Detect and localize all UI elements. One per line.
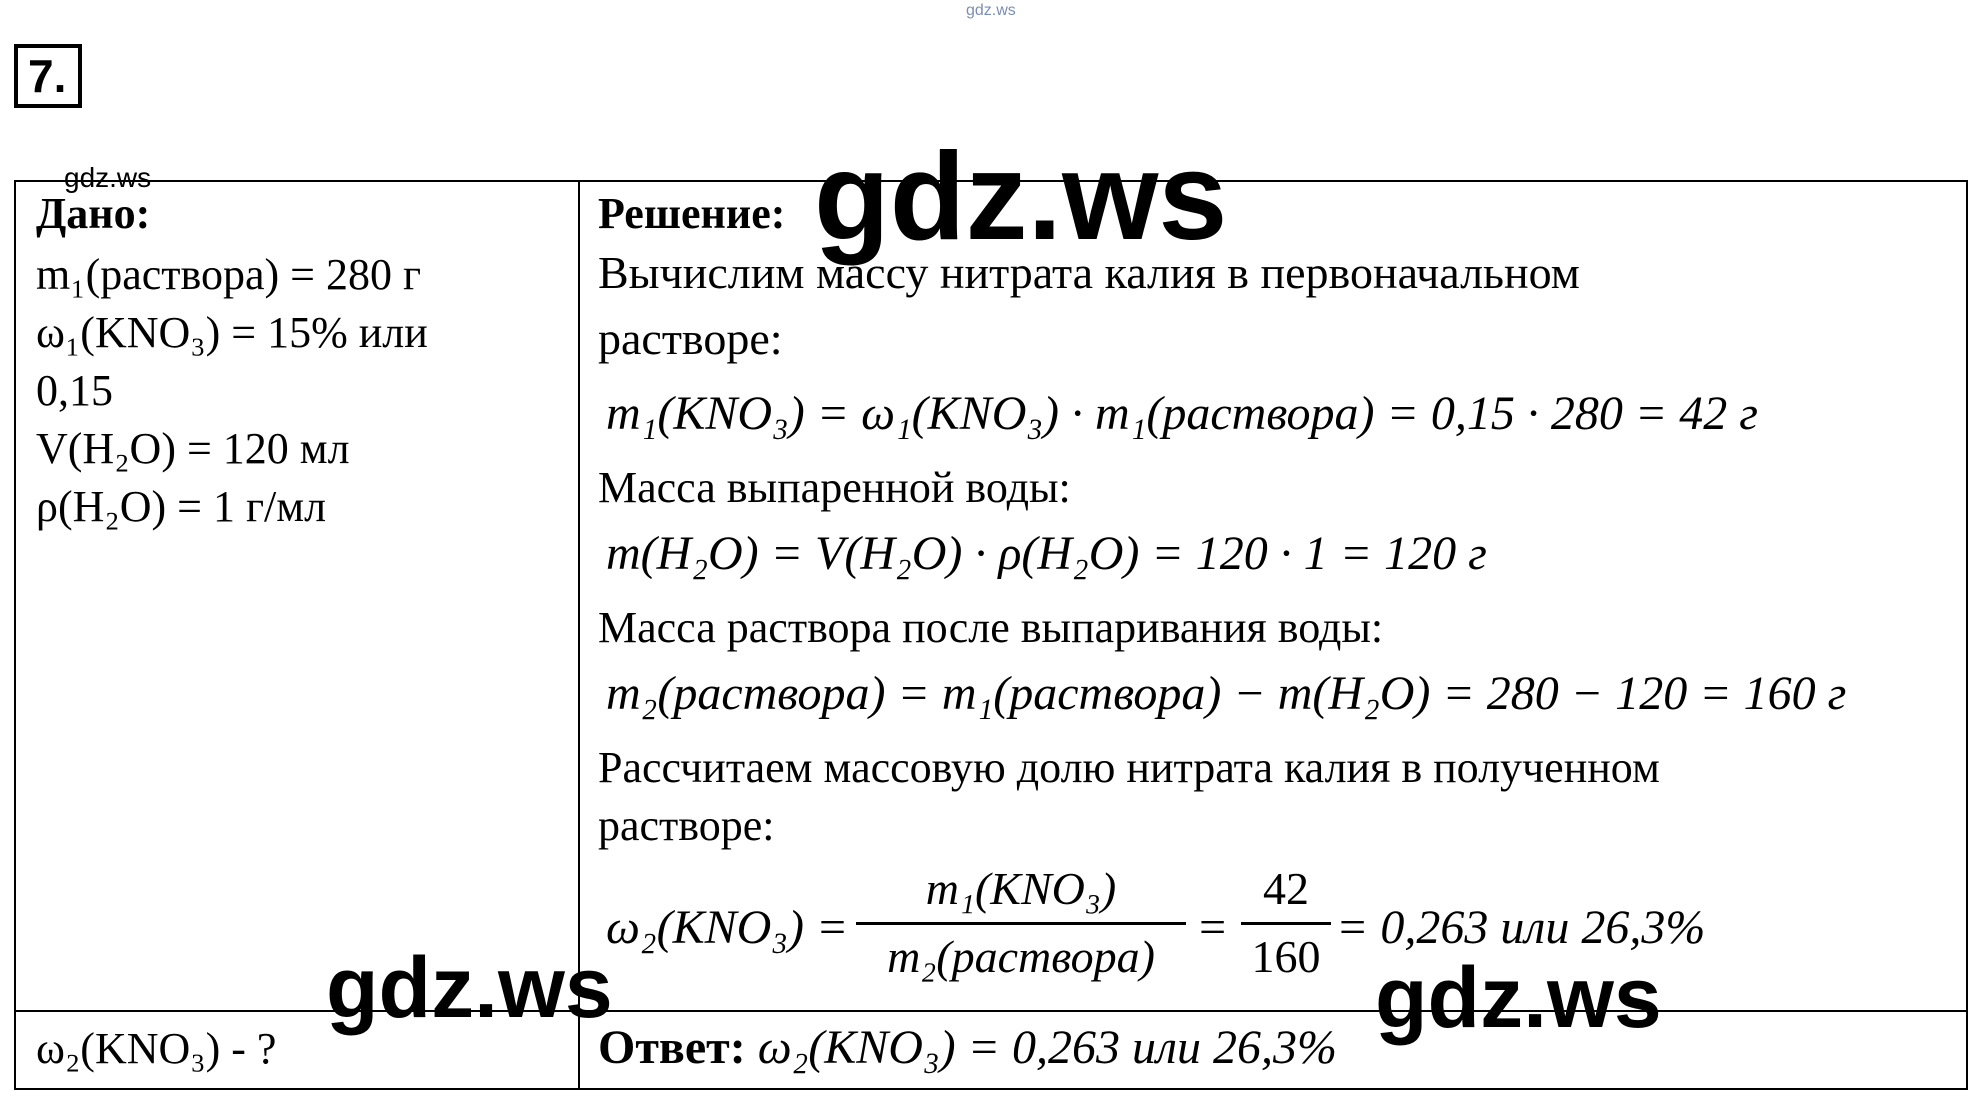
solution-text: Рассчитаем массовую долю нитрата калия в полученном	[598, 743, 1660, 792]
answer-equation: ω₂(KNO₃) = 0,263 или 26,3%	[757, 1021, 1337, 1074]
find-value: ω₂(KNO₃) - ?	[36, 1024, 277, 1073]
fraction-numerator: m₁(KNO₃)	[925, 863, 1117, 914]
answer	[598, 1020, 1337, 1075]
given-line: 0,15	[36, 366, 113, 415]
solution-title: Решение:	[598, 189, 786, 238]
given-line: ρ(H₂O) = 1 г/мл	[36, 482, 327, 531]
solution-text: растворе:	[598, 801, 775, 850]
equation-mass-fraction-lhs: ω₂(KNO₃) =	[606, 901, 849, 954]
fraction-denominator: m₂(раствора)	[887, 931, 1155, 982]
fraction2-bar	[1241, 922, 1331, 925]
corner-watermark: gdz.ws	[64, 162, 152, 193]
answer-label: Ответ:	[598, 1021, 746, 1074]
equation-solution-mass: m₂(раствора) = m₁(раствора) − m(H₂O) = 280 − 120 = 160 г	[606, 667, 1847, 720]
given-title: Дано:	[36, 189, 151, 238]
solution-table	[14, 180, 1968, 1090]
fraction2-denominator: 160	[1251, 931, 1321, 982]
given-line: ω₁(KNO₃) = 15% или	[36, 308, 428, 357]
equation-mass-fraction-rhs: = 0,263 или 26,3%	[1336, 901, 1706, 954]
equation-kno3-mass: m₁(KNO₃) = ω₁(KNO₃) · m₁(раствора) = 0,15 · 280 = 42 г	[606, 387, 1759, 440]
fraction2-numerator: 42	[1263, 863, 1309, 914]
problem-number: 7.	[14, 44, 82, 108]
right-watermark: gdz.ws	[1375, 950, 1662, 1046]
equation-equals: =	[1196, 901, 1229, 954]
solution-text: Масса выпаренной воды:	[598, 463, 1071, 512]
equation-water-mass: m(H₂O) = V(H₂O) · ρ(H₂O) = 120 · 1 = 120 г	[606, 527, 1487, 580]
given-line: m₁(раствора) = 280 г	[36, 250, 422, 299]
left-watermark: gdz.ws	[326, 940, 613, 1036]
fraction-bar	[856, 922, 1186, 925]
given-line: V(H₂O) = 120 мл	[36, 424, 350, 473]
solution-text: Масса раствора после выпаривания воды:	[598, 603, 1384, 652]
solution-text: Вычислим массу нитрата калия в первоначальном	[598, 247, 1580, 298]
center-watermark: gdz.ws	[814, 128, 1228, 266]
top-watermark: gdz.ws	[966, 2, 1016, 19]
row-divider	[16, 1010, 1966, 1012]
solution-text: растворе:	[598, 313, 783, 364]
